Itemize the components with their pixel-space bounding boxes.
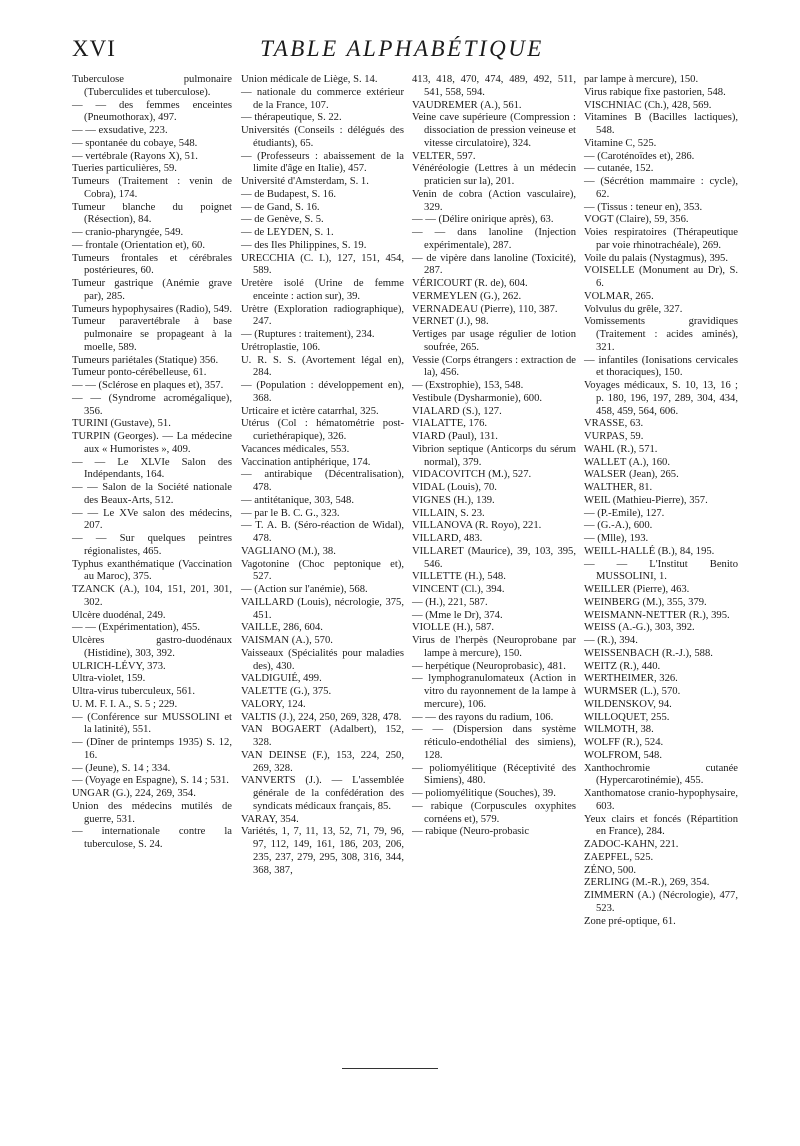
- index-entry: — (H.), 221, 587.: [412, 596, 488, 608]
- index-entry: VALDIGUIÉ, 499.: [241, 673, 322, 685]
- index-entry: WEILL-HALLÉ (B.), 84, 195.: [584, 545, 715, 557]
- index-entry: VAN DEINSE (F.), 153, 224, 250, 269, 328.: [241, 749, 404, 774]
- index-entry: VÉRICOURT (R. de), 604.: [412, 278, 528, 289]
- index-entry: VOLMAR, 265.: [584, 290, 654, 302]
- index-entry: — de Budapest, S. 16.: [241, 188, 337, 200]
- index-entry: VILLARD, 483.: [412, 533, 483, 544]
- index-entry: WILMOTH, 38.: [584, 724, 654, 736]
- index-entry: — rabique (Neuro-probasic: [412, 826, 530, 838]
- index-entry: VERNADEAU (Pierre), 110, 387.: [412, 303, 558, 315]
- index-entry: Université d'Amsterdam, S. 1.: [241, 176, 369, 187]
- index-entry: VILLARET (Maurice), 39, 103, 395, 546.: [412, 545, 576, 570]
- index-entry: WALLET (A.), 160.: [584, 456, 671, 468]
- index-column-2: [241, 74, 404, 877]
- index-entry: VARAY, 354.: [241, 813, 299, 825]
- index-entry: — internationale contre la tuberculose, S. 24.: [72, 826, 232, 850]
- index-entry: ZAEPFEL, 525.: [584, 851, 654, 863]
- index-entry: — nationale du commerce extérieur de la France, 107.: [241, 86, 404, 111]
- index-column-1: [72, 74, 232, 852]
- index-entry: VIARD (Paul), 131.: [412, 431, 498, 442]
- index-entry: Vomissements gravidiques (Traitement : acides aminés), 321.: [584, 316, 738, 353]
- index-entry: Tumeur ponto-cérébelleuse, 61.: [72, 367, 207, 379]
- index-entry: Ultra-virus tuberculeux, 561.: [72, 686, 195, 697]
- index-entry: — (Conférence sur MUSSOLINI et la latinité), 551.: [72, 711, 232, 736]
- index-entry: — — dans lanoline (Injection expérimentale), 287.: [412, 227, 576, 251]
- index-entry: Tumeurs (Traitement : venin de Cobra), 174.: [72, 176, 232, 200]
- index-entry: Tuberculose pulmonaire (Tuberculides et tuberculose).: [72, 74, 232, 98]
- index-entry: VIDAL (Louis), 70.: [412, 482, 497, 493]
- index-entry: WOLFF (R.), 524.: [584, 737, 664, 748]
- index-entry: — (Dîner de printemps 1935) S. 12, 16.: [72, 737, 232, 761]
- index-entry: 413, 418, 470, 474, 489, 492, 511, 541, 558, 594.: [412, 74, 576, 98]
- page-number: XVI: [72, 36, 116, 61]
- index-entry: — (Exstrophie), 153, 548.: [412, 380, 524, 391]
- index-entry: Vibrion septique (Anticorps du sérum normal), 379.: [412, 443, 576, 468]
- index-entry: Uretère isolé (Urine de femme enceinte : action sur), 39.: [241, 278, 404, 302]
- index-entry: TZANCK (A.), 104, 151, 201, 301, 302.: [72, 584, 232, 608]
- index-entry: — antitétanique, 303, 548.: [241, 494, 354, 506]
- index-entry: WALTHER, 81.: [584, 482, 653, 493]
- index-entry: VAISMAN (A.), 570.: [241, 635, 333, 646]
- index-entry: VIALARD (S.), 127.: [412, 405, 502, 417]
- index-column-4: [584, 74, 738, 928]
- index-entry: Urétroplastie, 106.: [241, 341, 321, 353]
- index-entry: — herpétique (Neuroprobasic), 481.: [412, 660, 566, 672]
- index-column-3: [412, 74, 576, 839]
- index-entry: Tumeur gastrique (Anémie grave par), 285.: [72, 278, 232, 302]
- index-entry: — de vipère dans lanoline (Toxicité), 287.: [412, 252, 576, 277]
- index-entry: Venin de cobra (Action vasculaire), 329.: [412, 188, 576, 213]
- index-entry: Zone pré-optique, 61.: [584, 915, 676, 927]
- index-entry: — de LEYDEN, S. 1.: [241, 227, 334, 238]
- index-entry: VURPAS, 59.: [584, 431, 644, 442]
- index-entry: VANVERTS (J.). — L'assemblée générale de la confédération des syndicats médicaux français, 85.: [241, 775, 404, 812]
- index-entry: — vertébrale (Rayons X), 51.: [72, 150, 198, 162]
- index-entry: — poliomyélitique (Réceptivité des Simiens), 480.: [412, 762, 576, 787]
- index-entry: — — exsudative, 223.: [72, 125, 168, 136]
- index-entry: — — des rayons du radium, 106.: [412, 711, 554, 723]
- index-entry: Tumeur paravertébrale à base pulmonaire se propageant à la moelle, 589.: [72, 316, 232, 353]
- index-entry: — — (Syndrome acromégalique), 356.: [72, 392, 232, 417]
- index-entry: Vagotonine (Choc peptonique et), 527.: [241, 558, 404, 583]
- index-entry: Tumeurs pariétales (Statique) 356.: [72, 354, 219, 366]
- index-entry: Tumeurs hypophysaires (Radio), 549.: [72, 303, 232, 315]
- index-entry: Vaisseaux (Spécialités pour maladies des), 430.: [241, 647, 404, 672]
- index-entry: VILLAIN, S. 23.: [412, 507, 485, 519]
- index-entry: VALETTE (G.), 375.: [241, 686, 332, 697]
- index-entry: VALORY, 124.: [241, 698, 306, 710]
- index-entry: Variétés, 1, 7, 11, 13, 52, 71, 79, 96, 97, 112, 149, 161, 186, 203, 206, 235, 237, 279, 295, 308, 316, 344, 368, 387,: [241, 826, 404, 876]
- index-entry: VALTIS (J.), 224, 250, 269, 328, 478.: [241, 711, 402, 723]
- index-entry: ZADOC-KAHN, 221.: [584, 839, 679, 850]
- index-entry: — — des femmes enceintes (Pneumothorax), 497.: [72, 99, 232, 124]
- index-entry: — (Voyage en Espagne), S. 14 ; 531.: [72, 775, 229, 787]
- index-entry: WEISSENBACH (R.-J.), 588.: [584, 647, 713, 659]
- index-entry: Vacances médicales, 553.: [241, 443, 350, 455]
- index-entry: WEITZ (R.), 440.: [584, 660, 661, 672]
- index-entry: — spontanée du cobaye, 548.: [72, 137, 198, 149]
- index-entry: — — (Dispersion dans système réticulo-endothélial des simiens), 128.: [412, 724, 576, 761]
- index-entry: — — L'Institut Benito MUSSOLINI, 1.: [584, 558, 738, 583]
- index-entry: — (Sécrétion mammaire : cycle), 62.: [584, 176, 738, 200]
- index-entry: Voile du palais (Nystagmus), 395.: [584, 252, 728, 264]
- index-entry: — — Sur quelques peintres régionalistes, 465.: [72, 533, 232, 557]
- index-entry: — de Gand, S. 16.: [241, 201, 320, 213]
- index-entry: ZIMMERN (A.) (Nécrologie), 477, 523.: [584, 890, 738, 914]
- index-entry: WILLOQUET, 255.: [584, 711, 670, 723]
- index-entry: — (R.), 394.: [584, 635, 638, 646]
- index-entry: Vitamines B (Bacilles lactiques), 548.: [584, 112, 738, 136]
- index-entry: Urètre (Exploration radiographique), 247.: [241, 303, 404, 328]
- index-entry: WERTHEIMER, 326.: [584, 673, 678, 685]
- index-entry: Xanthomatose cranio-hypophysaire, 603.: [584, 788, 738, 812]
- index-entry: Urticaire et ictère catarrhal, 325.: [241, 405, 379, 417]
- index-entry: Virus rabique fixe pastorien, 548.: [584, 86, 726, 98]
- index-entry: — rabique (Corpuscules oxyphites cornéens et), 579.: [412, 800, 576, 825]
- index-entry: — — Le XLVIe Salon des Indépendants, 164.: [72, 456, 232, 481]
- index-entry: — cranio-pharyngée, 549.: [72, 227, 184, 238]
- index-entry: — (Caroténoïdes et), 286.: [584, 150, 695, 162]
- index-entry: — infantiles (Ionisations cervicales et thoraciques), 150.: [584, 354, 738, 379]
- index-entry: URECCHIA (C. I.), 127, 151, 454, 589.: [241, 252, 404, 277]
- index-entry: VAGLIANO (M.), 38.: [241, 545, 336, 557]
- page-header: [72, 34, 732, 68]
- running-title: TABLE ALPHABÉTIQUE: [260, 36, 544, 61]
- index-entry: — — Salon de la Société nationale des Beaux-Arts, 512.: [72, 482, 232, 506]
- index-entry: Utérus (Col : hématométrie post-curiethérapique), 326.: [241, 418, 404, 442]
- index-entry: Ulcères gastro-duodénaux (Histidine), 303, 392.: [72, 635, 232, 659]
- index-entry: Universités (Conseils : délégués des étudiants), 65.: [241, 125, 404, 149]
- index-entry: — (G.-A.), 600.: [584, 520, 653, 532]
- index-entry: Vertiges par usage régulier de lotion soufrée, 265.: [412, 329, 576, 353]
- index-entry: VERNET (J.), 98.: [412, 316, 489, 328]
- index-entry: WEISS (A.-G.), 303, 392.: [584, 622, 695, 634]
- index-entry: ZÉNO, 500.: [584, 864, 637, 876]
- index-entry: Tueries particulières, 59.: [72, 163, 177, 175]
- index-entry: — de Genève, S. 5.: [241, 214, 324, 226]
- index-entry: U. M. F. I. A., S. 5 ; 229.: [72, 698, 178, 710]
- index-entry: Typhus exanthématique (Vaccination au Maroc), 375.: [72, 558, 232, 583]
- index-entry: ZERLING (M.-R.), 269, 354.: [584, 877, 710, 889]
- index-entry: Union médicale de Liège, S. 14.: [241, 74, 378, 85]
- index-entry: Yeux clairs et foncés (Répartition en France), 284.: [584, 813, 738, 838]
- index-entry: — (Professeurs : abaissement de la limite d'âge en Italie), 457.: [241, 150, 404, 175]
- index-entry: Vestibule (Dysharmonie), 600.: [412, 392, 543, 404]
- index-entry: VOISELLE (Monument au Dr), S. 6.: [584, 265, 738, 289]
- index-entry: Voyages médicaux, S. 10, 13, 16 ; p. 180, 196, 197, 289, 304, 434, 458, 459, 564, 606.: [584, 380, 738, 417]
- index-entry: — poliomyélitique (Souches), 39.: [412, 788, 556, 799]
- index-entry: Ultra-violet, 159.: [72, 673, 146, 685]
- index-entry: VAILLARD (Louis), nécrologie, 375, 451.: [241, 596, 404, 621]
- index-entry: Vitamine C, 525.: [584, 137, 657, 149]
- index-entry: Ulcère duodénal, 249.: [72, 609, 166, 621]
- index-entry: — — (Expérimentation), 455.: [72, 622, 200, 634]
- index-entry: — antirabique (Décentralisation), 478.: [241, 469, 404, 493]
- index-entry: — par le B. C. G., 323.: [241, 507, 340, 519]
- index-entry: TURINI (Gustave), 51.: [72, 418, 171, 430]
- index-entry: VAILLE, 286, 604.: [241, 622, 323, 634]
- index-entry: WEIL (Mathieu-Pierre), 357.: [584, 494, 708, 506]
- index-entry: — (Tissus : teneur en), 353.: [584, 201, 703, 213]
- index-entry: — — (Sclérose en plaques et), 357.: [72, 380, 224, 391]
- index-entry: — — Le XVe salon des médecins, 207.: [72, 507, 232, 532]
- index-entry: VISCHNIAC (Ch.), 428, 569.: [584, 99, 712, 111]
- index-entry: — frontale (Orientation et), 60.: [72, 239, 205, 251]
- index-entry: WEINBERG (M.), 355, 379.: [584, 596, 707, 608]
- index-entry: WOLFROM, 548.: [584, 749, 662, 761]
- index-entry: WAHL (R.), 571.: [584, 443, 658, 455]
- index-entry: VIGNES (H.), 139.: [412, 494, 495, 506]
- index-entry: WALSER (Jean), 265.: [584, 469, 679, 481]
- index-entry: — (Jeune), S. 14 ; 334.: [72, 762, 171, 774]
- index-entry: — — (Délire onirique après), 63.: [412, 214, 554, 226]
- index-columns: [72, 74, 738, 1064]
- index-entry: VAUDREMER (A.), 561.: [412, 99, 522, 111]
- index-entry: VIALATTE, 176.: [412, 418, 488, 430]
- index-entry: Vessie (Corps étrangers : extraction de la), 456.: [412, 354, 576, 379]
- index-entry: ULRICH-LÉVY, 373.: [72, 660, 166, 672]
- index-entry: Vaccination antiphérique, 174.: [241, 456, 371, 468]
- index-entry: VAN BOGAERT (Adalbert), 152, 328.: [241, 724, 404, 748]
- index-entry: — (Population : développement en), 368.: [241, 380, 404, 404]
- index-entry: WURMSER (L.), 570.: [584, 686, 681, 697]
- index-entry: VILLANOVA (R. Royo), 221.: [412, 520, 542, 532]
- index-entry: WEILLER (Pierre), 463.: [584, 584, 690, 595]
- index-entry: — (Action sur l'anémie), 568.: [241, 584, 368, 595]
- index-entry: Tumeurs frontales et cérébrales postérieures, 60.: [72, 252, 232, 277]
- index-entry: — des Iles Philippines, S. 19.: [241, 239, 367, 251]
- index-entry: WEISMANN-NETTER (R.), 395.: [584, 609, 730, 621]
- index-entry: par lampe à mercure), 150.: [584, 74, 699, 85]
- index-entry: VILLETTE (H.), 548.: [412, 571, 506, 583]
- index-entry: Tumeur blanche du poignet (Résection), 84.: [72, 201, 232, 226]
- index-entry: — lymphogranulomateux (Action in vitro du rayonnement de la lampe à mercure), 106.: [412, 673, 576, 710]
- index-entry: VELTER, 597.: [412, 150, 476, 162]
- index-entry: VERMEYLEN (G.), 262.: [412, 290, 522, 302]
- index-entry: WILDENSKOV, 94.: [584, 698, 672, 710]
- index-entry: — (Mlle), 193.: [584, 533, 649, 544]
- index-entry: Xanthochromie cutanée (Hypercarotinémie), 455.: [584, 762, 738, 787]
- index-entry: VRASSE, 63.: [584, 418, 644, 430]
- index-entry: UNGAR (G.), 224, 269, 354.: [72, 788, 196, 799]
- index-entry: VIOLLE (H.), 587.: [412, 622, 495, 634]
- index-entry: U. R. S. S. (Avortement légal en), 284.: [241, 354, 404, 379]
- index-entry: Union des médecins mutilés de guerre, 531.: [72, 800, 232, 825]
- index-entry: Voies respiratoires (Thérapeutique par voie rhinotrachéale), 269.: [584, 227, 738, 251]
- index-entry: Virus de l'herpès (Neuroprobane par lampe à mercure), 150.: [412, 635, 576, 659]
- index-entry: VOGT (Claire), 59, 356.: [584, 214, 689, 226]
- index-entry: VINCENT (Cl.), 394.: [412, 584, 505, 595]
- index-entry: — (Ruptures : traitement), 234.: [241, 329, 375, 340]
- index-entry: Volvulus du grêle, 327.: [584, 303, 683, 315]
- index-entry: — thérapeutique, S. 22.: [241, 112, 342, 124]
- index-entry: — T. A. B. (Séro-réaction de Widal), 478.: [241, 520, 404, 544]
- index-entry: Vénéréologie (Lettres à un médecin praticien sur la), 201.: [412, 163, 576, 187]
- index-entry: TURPIN (Georges). — La médecine aux « Humoristes », 409.: [72, 431, 232, 455]
- footer-rule: [342, 1068, 438, 1069]
- index-entry: — (Mme le Dr), 374.: [412, 609, 503, 621]
- index-entry: VIDACOVITCH (M.), 527.: [412, 469, 532, 481]
- index-entry: — cutanée, 152.: [584, 163, 654, 175]
- index-entry: — (P.-Emile), 127.: [584, 507, 665, 519]
- index-entry: Veine cave supérieure (Compression : dissociation de pression veineuse et vitesse circulatoire), 324.: [412, 112, 576, 149]
